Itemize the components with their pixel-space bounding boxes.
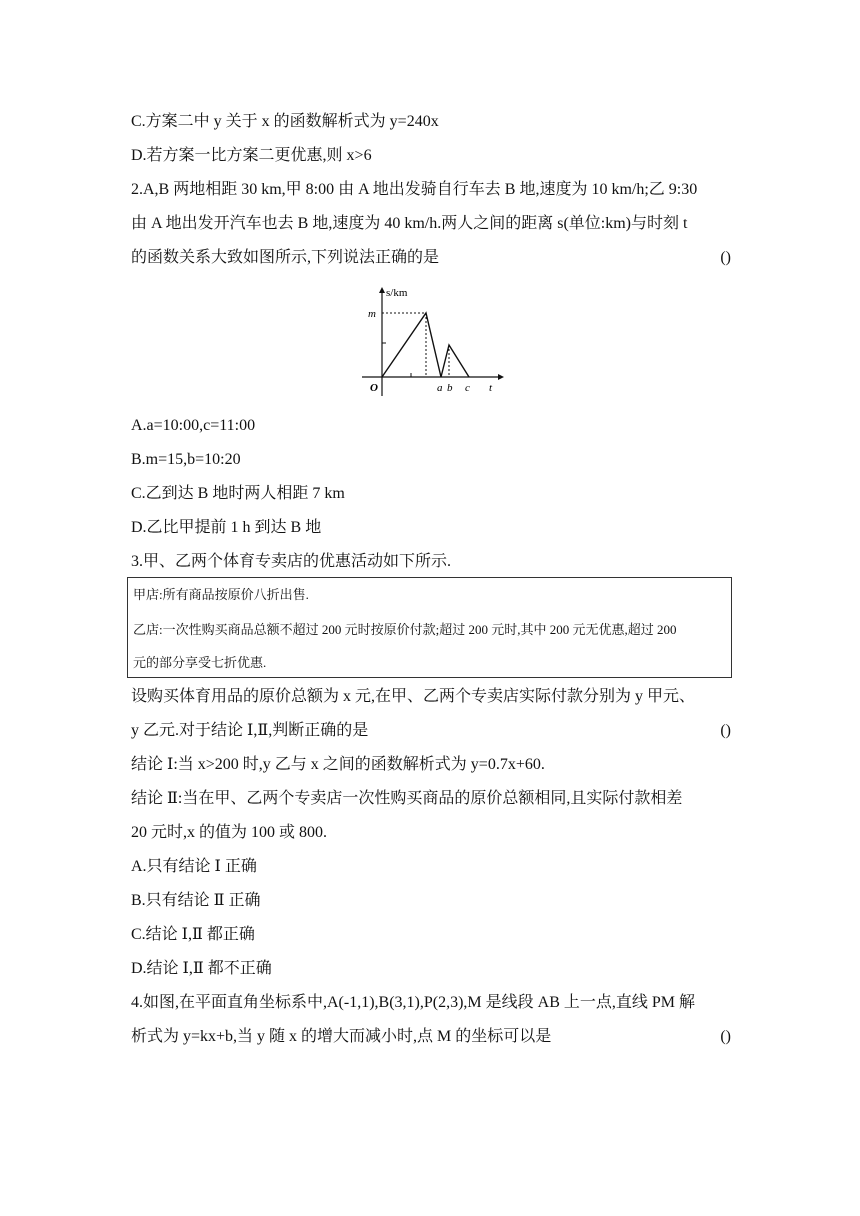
q1-option-d: D.若方案一比方案二更优惠,则 x>6 xyxy=(131,147,372,164)
box-line-store-yi-cont: 元的部分享受七折优惠. xyxy=(133,655,267,670)
origin-label: O xyxy=(370,382,378,394)
q3-option-c: C.结论 Ⅰ,Ⅱ 都正确 xyxy=(131,926,255,943)
box-line-store-jia: 甲店:所有商品按原价八折出售. xyxy=(133,587,309,602)
q4-stem-line2 xyxy=(131,1027,731,1047)
q3-text-line1: 设购买体育用品的原价总额为 x 元,在甲、乙两个专卖店实际付款分别为 y 甲元、 xyxy=(131,688,696,705)
y-axis-label: s/km xyxy=(386,287,408,299)
a-label: a xyxy=(437,382,443,394)
q2-answer-paren: () xyxy=(720,249,731,266)
q3-option-d: D.结论 Ⅰ,Ⅱ 都不正确 xyxy=(131,960,272,977)
q2-stem-line3 xyxy=(131,248,731,268)
q4-answer-paren: () xyxy=(720,1028,731,1045)
q2-stem-text: 的函数关系大致如图所示,下列说法正确的是 xyxy=(131,249,440,266)
q2-option-a: A.a=10:00,c=11:00 xyxy=(131,417,256,434)
q4-stem-line1: 4.如图,在平面直角坐标系中,A(-1,1),B(3,1),P(2,3),M 是线段 AB 上一点,直线 PM 解 xyxy=(131,994,696,1011)
q2-distance-time-graph xyxy=(356,284,506,399)
q3-stem: 3.甲、乙两个体育专卖店的优惠活动如下所示. xyxy=(131,553,452,570)
q2-option-c: C.乙到达 B 地时两人相距 7 km xyxy=(131,485,345,502)
q3-answer-paren: () xyxy=(720,722,731,739)
q4-stem-line2-text: 析式为 y=kx+b,当 y 随 x 的增大而减小时,点 M 的坐标可以是 xyxy=(131,1028,552,1045)
q3-promotion-box xyxy=(127,577,732,678)
b-label: b xyxy=(447,382,453,394)
x-axis-arrow xyxy=(498,374,504,380)
y-axis-arrow xyxy=(379,287,385,293)
q3-option-b: B.只有结论 Ⅱ 正确 xyxy=(131,892,261,909)
q3-conclusion-1: 结论 Ⅰ:当 x>200 时,y 乙与 x 之间的函数解析式为 y=0.7x+60. xyxy=(131,756,545,773)
q3-conclusion-2-line1: 结论 Ⅱ:当在甲、乙两个专卖店一次性购买商品的原价总额相同,且实际付款相差 xyxy=(131,790,683,807)
q3-text-line2 xyxy=(131,721,731,741)
x-axis-label: t xyxy=(489,382,493,394)
q3-conclusion-2-line2: 20 元时,x 的值为 100 或 800. xyxy=(131,824,328,841)
box-line-store-yi: 乙店:一次性购买商品总额不超过 200 元时按原价付款;超过 200 元时,其中 200 元无优惠,超过 200 xyxy=(133,622,677,637)
q2-stem-line2: 由 A 地出发开汽车也去 B 地,速度为 40 km/h.两人之间的距离 s(单位:km)与时刻 t xyxy=(131,215,688,232)
q2-option-d: D.乙比甲提前 1 h 到达 B 地 xyxy=(131,519,322,536)
q2-stem-line1: 2.A,B 两地相距 30 km,甲 8:00 由 A 地出发骑自行车去 B 地,速度为 10 km/h;乙 9:30 xyxy=(131,181,698,198)
q1-option-c: C.方案二中 y 关于 x 的函数解析式为 y=240x xyxy=(131,113,439,130)
m-label: m xyxy=(368,308,376,320)
q3-text-line2-text: y 乙元.对于结论 Ⅰ,Ⅱ,判断正确的是 xyxy=(131,722,369,739)
q2-option-b: B.m=15,b=10:20 xyxy=(131,451,241,468)
c-label: c xyxy=(465,382,470,394)
q3-option-a: A.只有结论 Ⅰ 正确 xyxy=(131,858,257,875)
